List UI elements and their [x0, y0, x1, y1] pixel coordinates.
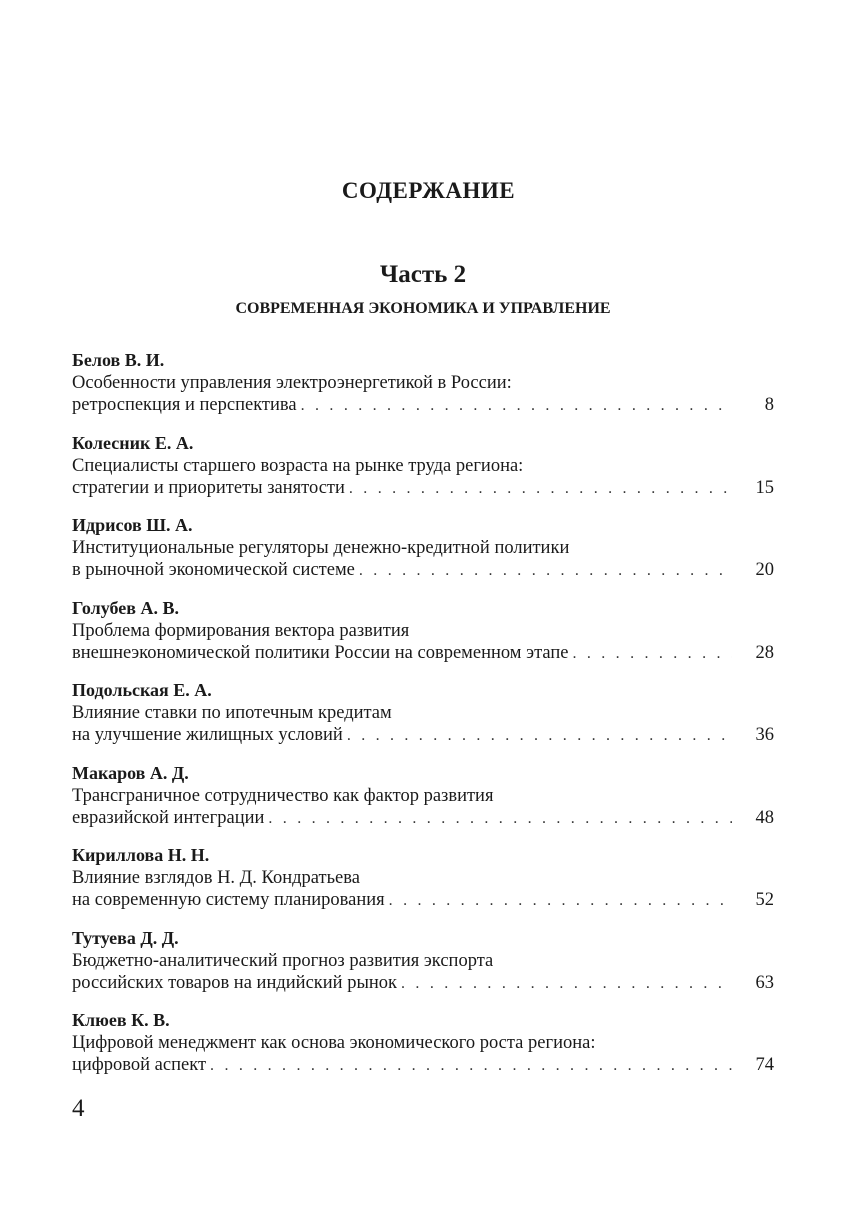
entry-title-last-line — [72, 642, 774, 664]
toc-entry[interactable] — [72, 762, 774, 845]
entry-title-line: внешнеэкономической политики России на современном этапе — [72, 642, 569, 663]
entry-title-last-line — [72, 394, 774, 416]
entry-title-line: на современную систему планирования — [72, 890, 385, 910]
entry-title-line: евразийской интеграции — [72, 807, 265, 828]
dot-leader — [401, 973, 732, 995]
entry-title-line: Трансграничное сотрудничество как фактор развития — [72, 785, 494, 806]
toc-entry[interactable] — [72, 514, 774, 597]
entry-page-number: 8 — [764, 395, 774, 415]
entry-title-last-line — [72, 1054, 774, 1076]
toc-entry[interactable] — [72, 432, 774, 515]
entry-author: Кириллова Н. Н. — [72, 845, 210, 865]
page-number: 4 — [72, 1095, 85, 1122]
entry-author: Голубев А. В. — [72, 597, 179, 618]
entry-title-line: Бюджетно-аналитический прогноз развития экспорта — [72, 950, 494, 971]
dot-leader — [359, 560, 732, 582]
entry-title-line: цифровой аспект — [72, 1055, 207, 1075]
dot-leader — [347, 725, 732, 747]
entry-title-line: Влияние ставки по ипотечным кредитам — [72, 703, 392, 723]
entry-title-line: на улучшение жилищных условий — [72, 725, 343, 745]
entry-page-number: 52 — [755, 890, 774, 910]
entry-title-last-line — [72, 724, 774, 746]
toc-entry[interactable] — [72, 679, 774, 762]
entry-author: Белов В. И. — [72, 350, 165, 370]
entry-title-line: Влияние взглядов Н. Д. Кондратьева — [72, 868, 360, 888]
entry-author: Тутуева Д. Д. — [72, 927, 179, 948]
entry-author: Подольская Е. А. — [72, 680, 212, 700]
entry-page-number: 74 — [755, 1055, 774, 1075]
toc-entry[interactable] — [72, 927, 774, 1010]
entry-title-line: ретроспекция и перспектива — [72, 395, 297, 415]
dot-leader — [572, 643, 732, 665]
entry-title-line: Особенности управления электроэнергетикой в России: — [72, 373, 512, 393]
dot-leader — [349, 478, 732, 500]
entry-author: Колесник Е. А. — [72, 432, 194, 453]
entry-title-last-line — [72, 477, 774, 499]
toc-entries — [72, 349, 774, 1092]
dot-leader — [268, 808, 732, 830]
entry-author: Идрисов Ш. А. — [72, 515, 193, 535]
entry-title-line: российских товаров на индийский рынок — [72, 972, 398, 993]
toc-title: СОДЕРЖАНИЕ — [341, 178, 516, 203]
entry-author: Макаров А. Д. — [72, 762, 189, 783]
entry-page-number: 63 — [755, 972, 774, 993]
entry-title-last-line — [72, 807, 774, 829]
entry-page-number: 48 — [755, 807, 774, 828]
toc-entry[interactable] — [72, 349, 774, 432]
entry-page-number: 36 — [755, 725, 774, 745]
entry-title-last-line — [72, 972, 774, 994]
entry-page-number: 28 — [755, 642, 774, 663]
entry-page-number: 15 — [755, 477, 774, 498]
entry-title-line: Проблема формирования вектора развития — [72, 620, 410, 641]
entry-title-last-line — [72, 889, 774, 911]
entry-title-line: Цифровой менеджмент как основа экономического роста региона: — [72, 1033, 596, 1053]
entry-title-line: в рыночной экономической системе — [72, 560, 355, 580]
entry-title-line: стратегии и приоритеты занятости — [72, 477, 345, 498]
entry-title-line: Институциональные регуляторы денежно-кредитной политики — [72, 538, 570, 558]
toc-entry[interactable] — [72, 597, 774, 680]
entry-title-line: Специалисты старшего возраста на рынке труда региона: — [72, 455, 524, 476]
entry-author: Клюев К. В. — [72, 1010, 170, 1030]
dot-leader — [301, 395, 732, 417]
dot-leader — [389, 890, 732, 912]
entry-page-number: 20 — [755, 560, 774, 580]
entry-title-last-line — [72, 559, 774, 581]
toc-entry[interactable] — [72, 1009, 774, 1092]
dot-leader — [210, 1055, 732, 1077]
toc-entry[interactable] — [72, 844, 774, 927]
